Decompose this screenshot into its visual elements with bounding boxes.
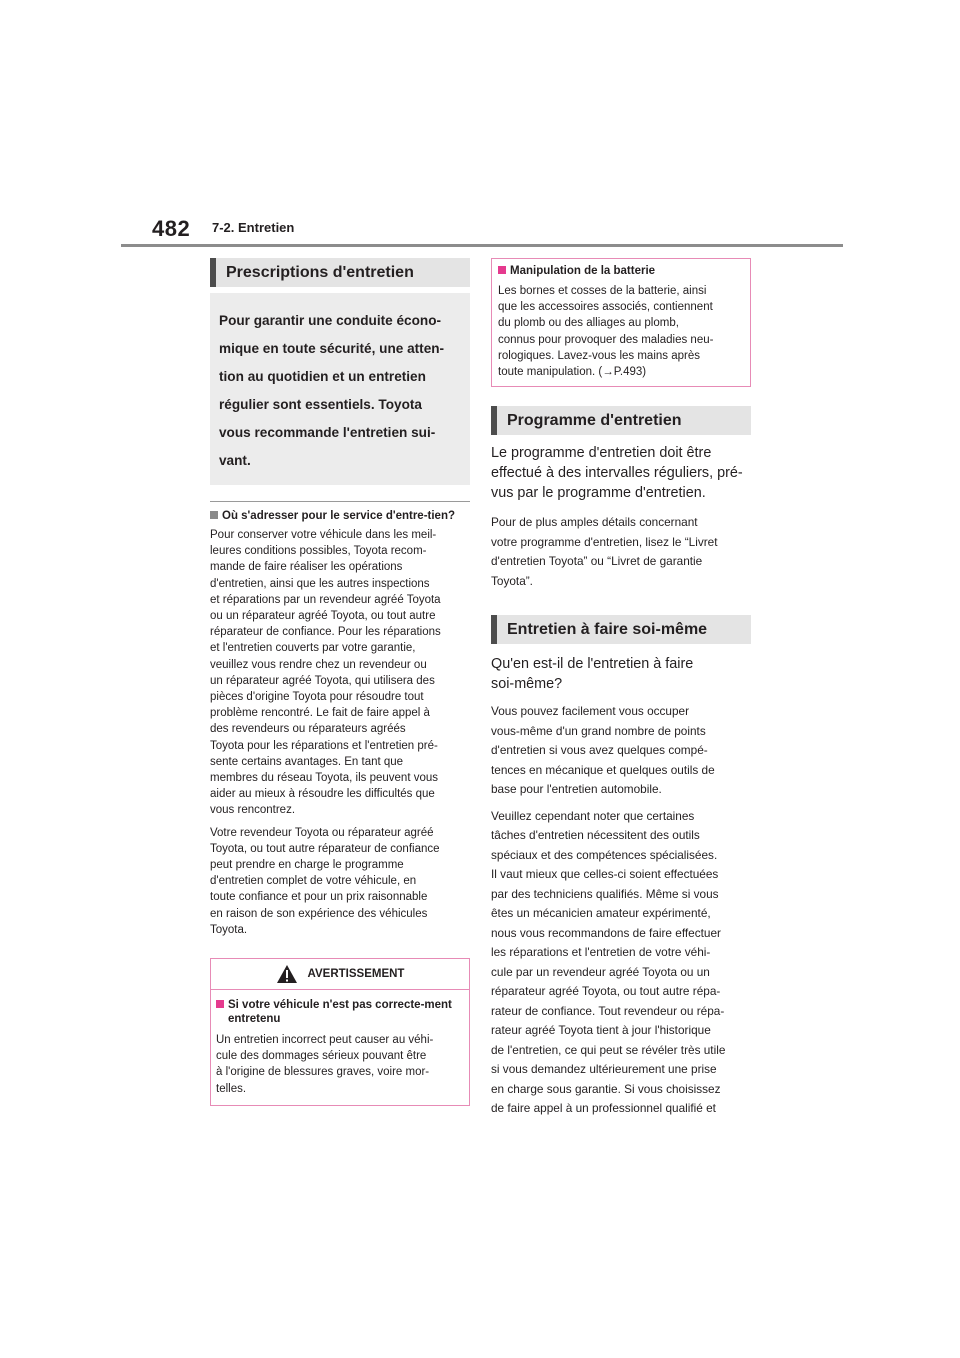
warning-body — [211, 990, 469, 1105]
text-line: et l'entretien couverts par votre garantie, — [210, 642, 416, 655]
text-line: Votre revendeur Toyota ou réparateur agréé — [210, 826, 434, 839]
text-line: vus par le programme d'entretien. — [491, 485, 706, 502]
text-line: en charge sous garantie. Si vous choisissez — [491, 1081, 721, 1096]
paragraph — [491, 513, 751, 591]
warning-box — [210, 958, 470, 1106]
text-line: Toyota. — [210, 923, 248, 936]
text-line: rateur de confiance. Tout revendeur ou répa- — [491, 1003, 725, 1018]
text-line: vous rencontrez. — [210, 804, 296, 817]
text-line: tences en mécanique et quelques outils de — [491, 762, 715, 777]
text-line: Un entretien incorrect peut causer au véhi- — [216, 1034, 434, 1047]
text-line: des revendeurs ou réparateurs agréés — [210, 723, 406, 736]
section-title-text: Entretien à faire soi-même — [507, 620, 708, 638]
text-line: veuillez vous rendre chez un revendeur ou — [210, 658, 427, 671]
subheading-text: Manipulation de la batterie — [510, 265, 656, 277]
text-line: effectué à des intervalles réguliers, pré- — [491, 465, 743, 482]
battery-text — [498, 283, 744, 380]
text-line: problème rencontré. Le fait de faire appel à — [210, 707, 430, 720]
text-line: peut prendre en charge le programme — [210, 859, 404, 872]
text-line: et réparations par un revendeur agréé Toyota — [210, 593, 441, 606]
diy-body — [491, 702, 751, 1119]
left-column — [210, 258, 470, 1106]
subheading-text: Où s'adresser pour le service d'entre-tien? — [222, 510, 455, 522]
text-line: Le programme d'entretien doit être — [491, 445, 712, 462]
text-line: tâches d'entretien nécessitent des outils — [491, 828, 700, 843]
text-line: toute confiance et pour un prix raisonnable — [210, 891, 428, 904]
warning-subheading — [216, 998, 464, 1026]
text-line: d'entretien si vous avez quelques compé- — [491, 743, 708, 758]
text-line: à l'origine de blessures graves, voire mor- — [216, 1066, 430, 1079]
intro-line: régulier sont essentiels. Toyota — [219, 397, 422, 412]
text-line: d'entretien complet de votre véhicule, en — [210, 875, 417, 888]
text-line: du plomb ou des alliages au plomb, — [498, 317, 679, 330]
diy-lead — [491, 654, 751, 694]
intro-line: vant. — [219, 453, 251, 468]
text-line: Toyota pour les réparations et l'entretien pré- — [210, 739, 438, 752]
text-line: base pour l'entretien automobile. — [491, 782, 662, 797]
text-line: en raison de son expérience des véhicules — [210, 907, 428, 920]
warning-header — [211, 959, 469, 990]
intro-line: vous recommande l'entretien sui- — [219, 425, 436, 440]
section-reference: 7-2. Entretien — [212, 220, 295, 235]
text-line: Qu'en est-il de l'entretien à faire — [491, 656, 694, 673]
text-line: un réparateur agréé Toyota, qui utilisera des — [210, 674, 435, 687]
section-title-prescriptions — [210, 258, 470, 287]
text-line: leures conditions possibles, Toyota recom- — [210, 545, 427, 558]
square-bullet-icon — [216, 1000, 224, 1008]
text-line: soi-même? — [491, 676, 563, 693]
text-line: membres du réseau Toyota, ils peuvent vous — [210, 772, 438, 785]
text-line: réparateur de confiance. Pour les réparations — [210, 626, 441, 639]
subheading-text: Si votre véhicule n'est pas correcte-ment entretenu — [228, 999, 452, 1026]
text-line: d'entretien, ainsi que les autres inspections — [210, 577, 430, 590]
section-title-text: Programme d'entretien — [507, 411, 682, 429]
warning-label: AVERTISSEMENT — [307, 968, 405, 981]
text-line: votre programme d'entretien, lisez le “Livret — [491, 534, 718, 549]
text-line: pièces d'origine Toyota pour résoudre tout — [210, 691, 424, 704]
text-line: connus pour provoquer des maladies neu- — [498, 333, 714, 346]
text-line: sente certains avantages. En tant que — [210, 755, 404, 768]
section-title-diy — [491, 615, 751, 644]
text-line: les réparations et l'entretien de votre véhi- — [491, 945, 711, 960]
text-line: Toyota”. — [491, 573, 533, 588]
text-line: Il vaut mieux que celles-ci soient effectuées — [491, 867, 719, 882]
text-line: Veuillez cependant noter que certaines — [491, 808, 695, 823]
text-line: que les accessoires associés, contiennent — [498, 301, 713, 314]
square-bullet-icon — [210, 511, 218, 519]
intro-line: tion au quotidien et un entretien — [219, 369, 426, 384]
text-line: par des techniciens qualifiés. Même si vous — [491, 886, 719, 901]
paragraph — [491, 702, 751, 800]
program-body — [491, 513, 751, 591]
intro-line: Pour garantir une conduite écono- — [219, 313, 442, 328]
right-column — [491, 258, 751, 1119]
text-line: telles. — [216, 1082, 247, 1095]
text-line: Pour de plus amples détails concernant — [491, 515, 698, 530]
header-rule — [121, 244, 843, 247]
text-line: de l'entretien, ce qui peut se révéler très utile — [491, 1042, 726, 1057]
page-number: 482 — [152, 216, 191, 241]
warning-text — [216, 1032, 464, 1097]
text-line: rologiques. Lavez-vous les mains après — [498, 349, 700, 362]
battery-notice-box — [491, 258, 751, 387]
text-line: d'entretien Toyota” ou “Livret de garantie — [491, 554, 703, 569]
text-line: Les bornes et cosses de la batterie, ainsi — [498, 285, 707, 297]
text-line: si vous demandez ultérieurement une prise — [491, 1062, 717, 1077]
battery-subheading — [498, 264, 744, 278]
text-line: cule des dommages sérieux pouvant être — [216, 1050, 427, 1063]
text-line: ou un réparateur agréé Toyota, ou tout autre — [210, 610, 436, 623]
paragraph — [210, 527, 470, 819]
text-line: nous vous recommandons de faire effectuer — [491, 925, 721, 940]
warning-triangle-icon — [276, 964, 298, 984]
section-title-text: Prescriptions d'entretien — [226, 263, 414, 281]
text-line: spéciaux et des compétences spécialisées. — [491, 847, 718, 862]
square-bullet-icon — [498, 266, 506, 274]
section-title-program — [491, 406, 751, 435]
text-line: Pour conserver votre véhicule dans les meil- — [210, 529, 437, 541]
text-line: Toyota, ou tout autre réparateur de confiance — [210, 842, 440, 855]
program-lead — [491, 443, 751, 503]
text-line: toute manipulation. (→P.493) — [498, 366, 647, 379]
intro-box — [210, 293, 470, 485]
divider — [210, 501, 470, 502]
subheading-where — [210, 509, 470, 523]
where-body — [210, 527, 470, 938]
text-line: aider au mieux à résoudre les difficultés que — [210, 788, 435, 801]
text-line: de faire appel à un professionnel qualifié et — [491, 1101, 716, 1116]
paragraph — [210, 825, 470, 938]
paragraph — [216, 1032, 464, 1097]
text-line: Vous pouvez facilement vous occuper — [491, 704, 690, 719]
paragraph — [491, 807, 751, 1119]
text-line: êtes un mécanicien amateur expérimenté, — [491, 906, 711, 921]
text-line: mande de faire réaliser les opérations — [210, 561, 403, 574]
paragraph — [498, 283, 744, 380]
text-line: rateur agréé Toyota tient à jour l'historique — [491, 1023, 711, 1038]
text-line: vous-même d'un grand nombre de points — [491, 723, 706, 738]
text-line: réparateur agréé Toyota, ou tout autre répa- — [491, 984, 721, 999]
text-line: cule par un revendeur agréé Toyota ou un — [491, 964, 710, 979]
intro-line: mique en toute sécurité, une atten- — [219, 341, 445, 356]
